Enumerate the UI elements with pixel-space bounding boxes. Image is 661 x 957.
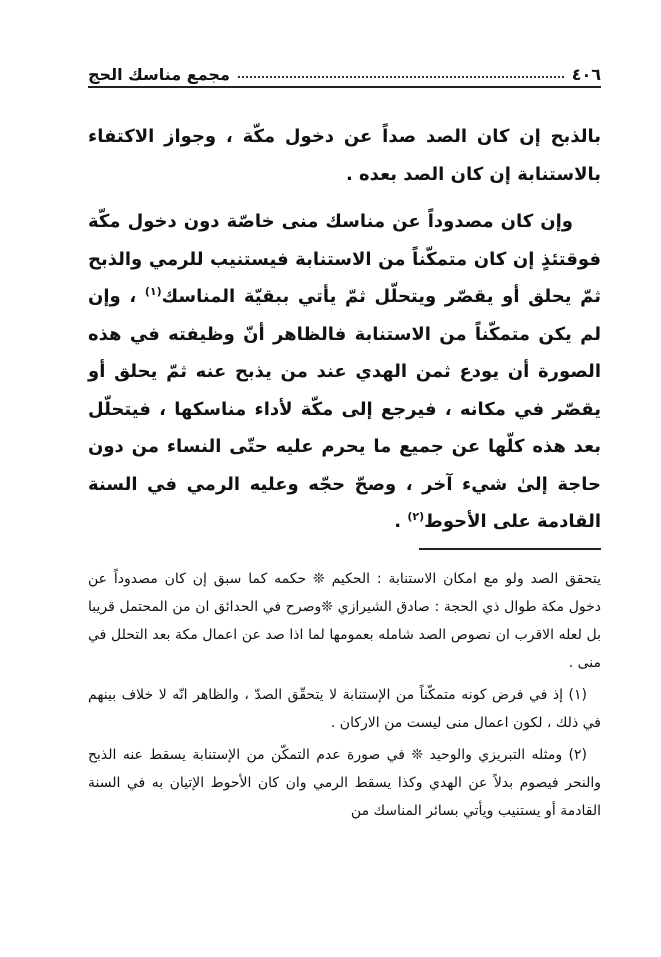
footnote-continuation: يتحقق الصد ولو مع امكان الاستنابة : الحكيم ❊ حكمه كما سبق إن كان مصدوداً عن دخول مكة طوال ذي الحجة : صادق الشيرازي ❊وصرح في الحدائق ان من المحتمل قريبا بل لعله الاقرب ان نصوص الصد شامله بعمومها لما اذا صد عن اعمال مكة بعد التحلل في منى . xyxy=(88,571,601,671)
footnote-separator xyxy=(419,548,601,550)
footnote-2 xyxy=(88,741,601,825)
footnote-2-text: ومثله التبريزي والوحيد ❊ في صورة عدم التمكّن من الإستنابة يسقط عنه الذبح والنحر فيصوم بدلاً عن الهدي وكذا يسقط الرمي وان كان الأحوط الإتيان به في السنة القادمة أو يستنيب ويأتي بسائر المناسك من xyxy=(88,747,601,819)
footnote-ref-2[interactable]: (٢) xyxy=(407,510,425,523)
paragraph-1: بالذبح إن كان الصد صداً عن دخول مكّة ، وجواز الاكتفاء بالاستنابة إن كان الصد بعده . xyxy=(88,126,601,185)
main-text xyxy=(88,118,601,541)
footnote-1 xyxy=(88,681,601,737)
footnote-1-marker: (١) xyxy=(568,687,587,703)
footnote-1-text: إذ في فرض كونه متمكّناً من الإستنابة لا يتحقّق الصدّ ، والظاهر انّه لا خلاف بينهم في ذلك ، لكون اعمال منى ليست من الاركان . xyxy=(88,687,601,731)
paragraph-2-part-b: ، وإن لم يكن متمكّناً من الاستنابة فالظاهر أنّ وظيفته في هذه الصورة أن يودع ثمن الهدي عند من يذبح عنه ثمّ يحلق أو يقصّر في مكانه ، فيرجع إلى مكّة لأداء مناسكها ، فيتحلّل بعد هذه كلّها عن جميع ما يحرم عليه حتّى النساء من دون حاجة إلىٰ شيء آخر ، وصحّ حجّه وعليه الرمي في السنة القادمة على الأحوط xyxy=(88,286,601,532)
footnote-ref-1[interactable]: (١) xyxy=(144,285,162,298)
footnotes xyxy=(88,565,601,829)
paragraph-2 xyxy=(88,203,601,541)
page-header xyxy=(88,58,601,84)
page-number: ٤٠٦ xyxy=(571,65,601,84)
paragraph-2-part-a: وإن كان مصدوداً عن مناسك منى خاصّة دون دخول مكّة فوقتئذٍ إن كان متمكّناً من الاستنابة فيستنيب للرمي والذبح ثمّ يحلق أو يقصّر ويتحلّل ثمّ يأتي ببقيّة المناسك xyxy=(88,211,602,307)
running-title: مجمع مناسك الحج xyxy=(88,65,230,84)
footnote-2-marker: (٢) xyxy=(568,747,588,763)
header-dot-leader xyxy=(238,76,564,78)
header-rule xyxy=(88,86,601,88)
paragraph-2-end: . xyxy=(394,511,408,532)
